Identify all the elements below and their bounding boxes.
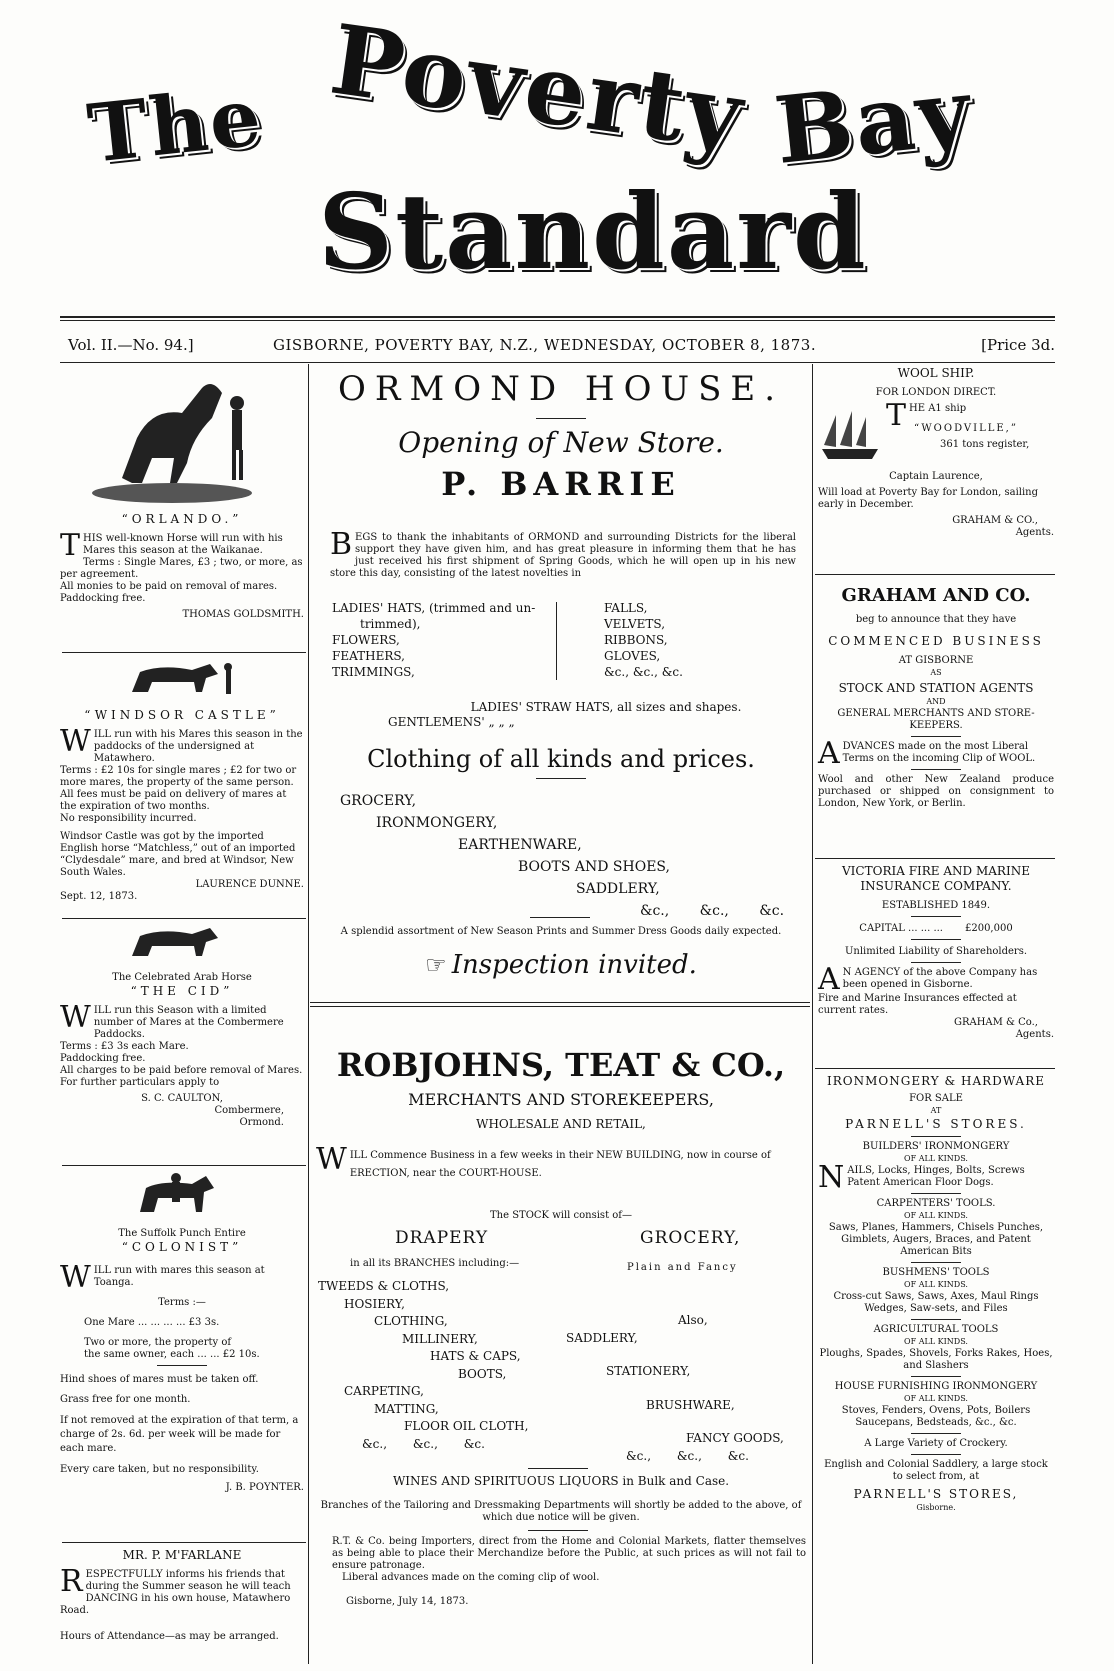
ormond-col1-4: TRIMMINGS, <box>332 665 415 679</box>
parnell-crockery: A Large Variety of Crockery. <box>864 1438 1008 1449</box>
victoria-est: ESTABLISHED 1849. <box>881 900 991 911</box>
windsor-dropcap: W <box>60 724 91 759</box>
windsor-resp: No responsibility incurred. <box>60 813 197 824</box>
mcfarlane-hours: Hours of Attendance—as may be arranged. <box>60 1631 279 1642</box>
orlando-dropcap: T <box>60 528 81 563</box>
ormond-col1-0: LADIES' HATS, (trimmed and un- <box>332 601 536 615</box>
victoria-capital: £200,000 <box>964 923 1013 934</box>
masthead-poverty: Poverty <box>324 2 752 173</box>
parnell-dropcap: N <box>818 1160 845 1195</box>
robjohns-date: Gisborne, July 14, 1873. <box>346 1596 469 1607</box>
woolship-sub: FOR LONDON DIRECT. <box>875 387 997 398</box>
woolship-ad <box>818 366 1054 539</box>
mcfarlane-title: MR. P. M'FARLANE <box>122 1548 242 1562</box>
ormond-straw2: GENTLEMENS' „ „ „ <box>388 715 515 729</box>
robjohns-left-8: FLOOR OIL CLOTH, <box>404 1419 529 1433</box>
robjohns-left-6: CARPETING, <box>344 1384 424 1398</box>
robjohns-intro <box>316 1142 806 1183</box>
parnell-allkinds-3: OF ALL KINDS. <box>904 1280 968 1289</box>
parnell-ad <box>818 1074 1054 1514</box>
colonist-care: Every care taken, but no responsibility. <box>60 1464 259 1475</box>
parnell-nails: AILS, Locks, Hinges, Bolts, Screws Patent American Floor Dogs. <box>847 1165 1025 1188</box>
victoria-unlimited: Unlimited Liability of Shareholders. <box>844 946 1028 957</box>
robjohns-left-2: CLOTHING, <box>374 1314 448 1328</box>
woolship-agent: GRAHAM & CO., <box>952 515 1038 526</box>
draught-horse-illustration <box>122 660 242 702</box>
ormond-list-left <box>332 600 552 680</box>
cid-subtitle: The Celebrated Arab Horse <box>112 972 252 983</box>
colonist-subtitle: The Suffolk Punch Entire <box>118 1228 246 1239</box>
robjohns-intro-text: ILL Commence Business in a few weeks in their NEW BUILDING, now in course of ERECTION, near the COURT-HOUSE. <box>349 1150 771 1179</box>
mcfarlane-ad <box>60 1548 304 1643</box>
robjohns-title: ROBJOHNS, TEAT & CO., <box>336 1046 786 1084</box>
ormond-col2-0: FALLS, <box>604 601 648 615</box>
cid-dropcap: W <box>60 1000 91 1035</box>
windsor-ad <box>60 660 304 903</box>
robjohns-left-7: MATTING, <box>374 1401 439 1416</box>
robjohns-importers: R.T. & Co. being Importers, direct from the Home and Colonial Markets, flatter themselves as being able to place their Merchandize before the Public, at such prices as will not fail to ensure patronage. <box>332 1536 806 1571</box>
graham-at: AT GISBORNE <box>898 655 974 666</box>
stallion-illustration <box>82 368 282 508</box>
colonist-removal: If not removed at the expiration of that term, a charge of 2s. 6d. per week will be made for each mare. <box>60 1415 299 1454</box>
robjohns-drapery: DRAPERY <box>395 1228 489 1248</box>
robjohns-right-2: STATIONERY, <box>606 1364 691 1378</box>
orlando-paddock: Paddocking free. <box>60 593 146 604</box>
ormond-stair-2: EARTHENWARE, <box>458 837 582 853</box>
place-date: GISBORNE, POVERTY BAY, N.Z., WEDNESDAY, OCTOBER 8, 1873. <box>273 336 817 354</box>
ormond-clothing <box>318 744 804 783</box>
victoria-ad <box>818 864 1054 1041</box>
robjohns-left-9: &c., &c., &c. <box>362 1436 485 1451</box>
ormond-col1-1: trimmed), <box>360 617 421 631</box>
ormond-stair-4: SADDLERY, <box>576 881 660 897</box>
windsor-pedigree: Windsor Castle was got by the imported English horse “Matchless,” out of an imported “Clydesdale” mare, and bred at Windsor, New South Wales. <box>60 831 296 878</box>
mcfarlane-dropcap: R <box>60 1564 83 1599</box>
ormond-straw <box>318 700 804 730</box>
parnell-forsale: FOR SALE <box>909 1093 963 1104</box>
orlando-title: “ORLANDO.” <box>121 512 243 526</box>
orlando-signer: THOMAS GOLDSMITH. <box>182 609 304 620</box>
graham-dropcap: A <box>818 736 840 771</box>
orlando-text: HIS well-known Horse will run with his Mares this season at the Waikanae. <box>83 533 283 556</box>
ormond-col2-4: &c., &c., &c. <box>604 665 683 679</box>
sailing-ship-icon <box>818 407 882 463</box>
cid-signer3: Ormond. <box>239 1117 284 1128</box>
victoria-dropcap: A <box>818 962 840 997</box>
volume-number: Vol. II.—No. 94.] <box>68 336 194 354</box>
woolship-captain: Captain Laurence, <box>889 471 983 482</box>
mcfarlane-text: ESPECTFULLY informs his friends that during the Summer season he will teach DANCING in his own house, Matawhero Road. <box>60 1569 291 1616</box>
ormond-title: ORMOND HOUSE. <box>337 369 785 409</box>
colonist-signer: J. B. POYNTER. <box>225 1482 304 1493</box>
parnell-stores2: PARNELL'S STORES, <box>853 1487 1019 1501</box>
ormond-ad <box>318 368 804 503</box>
ormond-clothing-text: Clothing of all kinds and prices. <box>367 745 755 773</box>
ormond-inspection <box>318 950 804 980</box>
parnell-stores: PARNELL'S STORES. <box>845 1117 1027 1131</box>
cid-text: ILL run this Season with a limited number of Mares at the Combermere Paddocks. <box>93 1005 284 1040</box>
ormond-dropcap: B <box>330 527 353 562</box>
robjohns-stock: The STOCK will consist of— <box>489 1210 632 1221</box>
ormond-col1-2: FLOWERS, <box>332 633 400 647</box>
colonist-ad <box>60 1170 304 1494</box>
cid-signer: S. C. CAULTON, <box>141 1093 223 1104</box>
robjohns-branches: in all its BRANCHES including:— <box>350 1258 520 1269</box>
ormond-col1-3: FEATHERS, <box>332 649 405 663</box>
parnell-allkinds-4: OF ALL KINDS. <box>904 1337 968 1346</box>
robjohns-left-1: HOSIERY, <box>344 1296 405 1311</box>
robjohns-tailoring: Branches of the Tailoring and Dressmaking Departments will shortly be added to the above, of which due notice will be given. <box>320 1500 802 1523</box>
colonist-grass: Grass free for one month. <box>60 1394 191 1405</box>
graham-and: AND <box>926 697 946 706</box>
graham-general: GENERAL MERCHANTS AND STORE-KEEPERS. <box>837 708 1035 731</box>
masthead-bay: Bay <box>769 57 977 185</box>
robjohns-right-5: &c., &c., &c. <box>626 1448 749 1463</box>
robjohns-rightlist <box>560 1312 800 1465</box>
pointing-hand-icon: ☞ <box>425 951 447 979</box>
graham-commenced: COMMENCED BUSINESS <box>828 634 1044 648</box>
victoria-capital-label: CAPITAL ... ... ... <box>859 923 943 934</box>
woolship-title: WOOL SHIP. <box>897 366 975 380</box>
ormond-inspection-text: Inspection invited. <box>451 950 697 980</box>
colonist-two-more-b: the same owner, each ... ... £2 10s. <box>84 1349 260 1360</box>
parnell-allkinds-2: OF ALL KINDS. <box>904 1211 968 1220</box>
colonist-one-mare: One Mare ... ... ... ... £3 3s. <box>84 1317 220 1328</box>
ormond-col2-3: GLOVES, <box>604 649 661 663</box>
ormond-subtitle: Opening of New Store. <box>398 426 724 459</box>
colonist-title: “COLONIST” <box>121 1240 243 1254</box>
woolship-ship: “WOODVILLE,” <box>914 423 1018 434</box>
windsor-fees: All fees must be paid on delivery of mares at the expiration of two months. <box>60 789 287 812</box>
robjohns-leftlist <box>318 1278 578 1453</box>
robjohns-left-0: TWEEDS & CLOTHS, <box>318 1279 450 1293</box>
ormond-intro-text: EGS to thank the inhabitants of ORMOND and surrounding Districts for the liberal support they have given him, and has great pleasure in informing them that he has just received his first shipment of Spring Goods, which he will open up in his new store this day, consisting of the latest novelties in <box>330 532 796 579</box>
parnell-agri: AGRICULTURAL TOOLS <box>873 1324 999 1335</box>
robjohns-sub1: MERCHANTS AND STOREKEEPERS, <box>408 1090 714 1109</box>
cid-paddock: Paddocking free. <box>60 1053 146 1064</box>
masthead-the: The <box>83 69 268 181</box>
orlando-ad <box>60 368 304 621</box>
ormond-stair-1: IRONMONGERY, <box>376 815 498 831</box>
ormond-list-right <box>604 600 784 680</box>
parnell-house: HOUSE FURNISHING IRONMONGERY <box>834 1381 1038 1392</box>
parnell-carpenters: CARPENTERS' TOOLS. <box>876 1198 996 1209</box>
colonist-shoes: Hind shoes of mares must be taken off. <box>60 1374 259 1385</box>
woolship-dropcap: T <box>886 398 907 433</box>
parnell-saws: Saws, Planes, Hammers, Chisels Punches, Gimblets, Augers, Braces, and Patent American Bits <box>828 1222 1044 1257</box>
robjohns-left-3: MILLINERY, <box>402 1331 478 1346</box>
graham-title: GRAHAM AND CO. <box>841 585 1031 606</box>
ormond-intro <box>330 527 796 580</box>
victoria-agents: Agents. <box>1015 1029 1054 1040</box>
orlando-monies: All monies to be paid on removal of mares. <box>60 581 278 592</box>
parnell-gisborne: Gisborne. <box>916 1503 956 1512</box>
colonist-dropcap: W <box>60 1260 91 1295</box>
robjohns-wines: WINES AND SPIRITUOUS LIQUORS in Bulk and Case. <box>392 1474 730 1488</box>
ormond-stair-5: &c., &c., &c. <box>640 903 785 919</box>
ormond-proprietor: P. BARRIE <box>441 465 681 503</box>
price: [Price 3d. <box>981 336 1055 354</box>
parnell-title: IRONMONGERY & HARDWARE <box>827 1074 1045 1088</box>
robjohns-right-3: BRUSHWARE, <box>646 1397 735 1412</box>
ormond-col2-1: VELVETS, <box>604 617 666 631</box>
colonist-two-more-a: Two or more, the property of <box>84 1337 232 1348</box>
ormond-stair-3: BOOTS AND SHOES, <box>518 859 670 875</box>
parnell-builders: BUILDERS' IRONMONGERY <box>862 1141 1010 1152</box>
cid-title: “THE CID” <box>130 984 234 998</box>
arab-horse-illustration <box>122 924 242 966</box>
graham-announce: beg to announce that they have <box>855 614 1017 625</box>
woolship-line1: HE A1 ship <box>909 403 967 414</box>
parnell-ploughs: Ploughs, Spades, Shovels, Forks Rakes, Hoes, and Slashers <box>819 1348 1053 1371</box>
ormond-stair <box>340 790 804 922</box>
suffolk-punch-illustration <box>132 1170 232 1222</box>
ormond-stair-0: GROCERY, <box>340 793 417 809</box>
windsor-text: ILL run with his Mares this season in the paddocks of the undersigned at Matawhero. <box>93 729 303 764</box>
parnell-at: AT <box>930 1106 942 1115</box>
windsor-terms: Terms : £2 10s for single mares ; £2 for two or more mares, the property of the same person. <box>60 765 297 788</box>
victoria-fire: Fire and Marine Insurances effected at current rates. <box>818 993 1017 1016</box>
robjohns-right-1: SADDLERY, <box>566 1330 638 1345</box>
woolship-tons: 361 tons register, <box>940 439 1030 450</box>
cid-terms: Terms : £3 3s each Mare. <box>60 1041 189 1052</box>
graham-ad <box>818 584 1054 810</box>
victoria-agency: N AGENCY of the above Company has been opened in Gisborne. <box>842 967 1038 990</box>
parnell-saddlery: English and Colonial Saddlery, a large stock to select from, at <box>824 1459 1048 1482</box>
cid-apply: For further particulars apply to <box>60 1077 220 1088</box>
robjohns-grocery: GROCERY, <box>640 1228 741 1248</box>
colonist-text: ILL run with mares this season at Toanga. <box>93 1265 265 1288</box>
robjohns-dropcap: W <box>316 1142 347 1177</box>
cid-charges: All charges to be paid before removal of Mares. <box>60 1065 303 1076</box>
parnell-stoves: Stoves, Fenders, Ovens, Pots, Boilers Saucepans, Bedsteads, &c., &c. <box>841 1405 1031 1428</box>
ormond-straw1: LADIES' STRAW HATS, all sizes and shapes. <box>470 700 742 714</box>
robjohns-liberal: Liberal advances made on the coming clip of wool. <box>342 1572 600 1583</box>
woolship-load: Will load at Poverty Bay for London, sailing early in December. <box>818 487 1039 510</box>
ormond-col2-2: RIBBONS, <box>604 633 668 647</box>
orlando-terms: Terms : Single Mares, £3 ; two, or more, as per agreement. <box>60 557 303 580</box>
parnell-crosscut: Cross-cut Saws, Saws, Axes, Maul Rings Wedges, Saw-sets, and Files <box>833 1291 1039 1314</box>
graham-wool: Wool and other New Zealand produce purchased or shipped on consignment to London, New York, or Berlin. <box>818 774 1054 809</box>
masthead-standard: Standard <box>318 170 868 293</box>
robjohns-left-4: HATS & CAPS, <box>430 1349 521 1363</box>
ormond-splendid: A splendid assortment of New Season Prints and Summer Dress Goods daily expected. <box>340 926 782 937</box>
parnell-allkinds-5: OF ALL KINDS. <box>904 1394 968 1403</box>
windsor-title: “WINDSOR CASTLE” <box>84 708 280 722</box>
victoria-signer: GRAHAM & Co., <box>953 1017 1038 1028</box>
graham-stock: STOCK AND STATION AGENTS <box>838 681 1034 695</box>
windsor-date: Sept. 12, 1873. <box>60 891 138 902</box>
cid-signer2: Combermere, <box>214 1105 284 1116</box>
robjohns-plain: Plain and Fancy <box>627 1262 738 1273</box>
cid-ad <box>60 924 304 1129</box>
victoria-title: VICTORIA FIRE AND MARINE INSURANCE COMPANY. <box>842 864 1030 893</box>
woolship-agents: Agents. <box>1015 527 1054 538</box>
robjohns-right-0: Also, <box>678 1313 708 1327</box>
robjohns-sub2: WHOLESALE AND RETAIL, <box>476 1117 646 1131</box>
robjohns-right-4: FANCY GOODS, <box>686 1431 784 1445</box>
colonist-terms-head: Terms :— <box>158 1297 206 1308</box>
windsor-signer: LAURENCE DUNNE. <box>195 879 304 890</box>
graham-as: AS <box>930 668 942 677</box>
graham-advances: DVANCES made on the most Liberal Terms on the incoming Clip of WOOL. <box>842 741 1036 764</box>
robjohns-header <box>318 1045 804 1133</box>
parnell-bushmens: BUSHMENS' TOOLS <box>882 1267 990 1278</box>
parnell-allkinds-1: OF ALL KINDS. <box>904 1154 968 1163</box>
robjohns-left-5: BOOTS, <box>458 1366 507 1381</box>
